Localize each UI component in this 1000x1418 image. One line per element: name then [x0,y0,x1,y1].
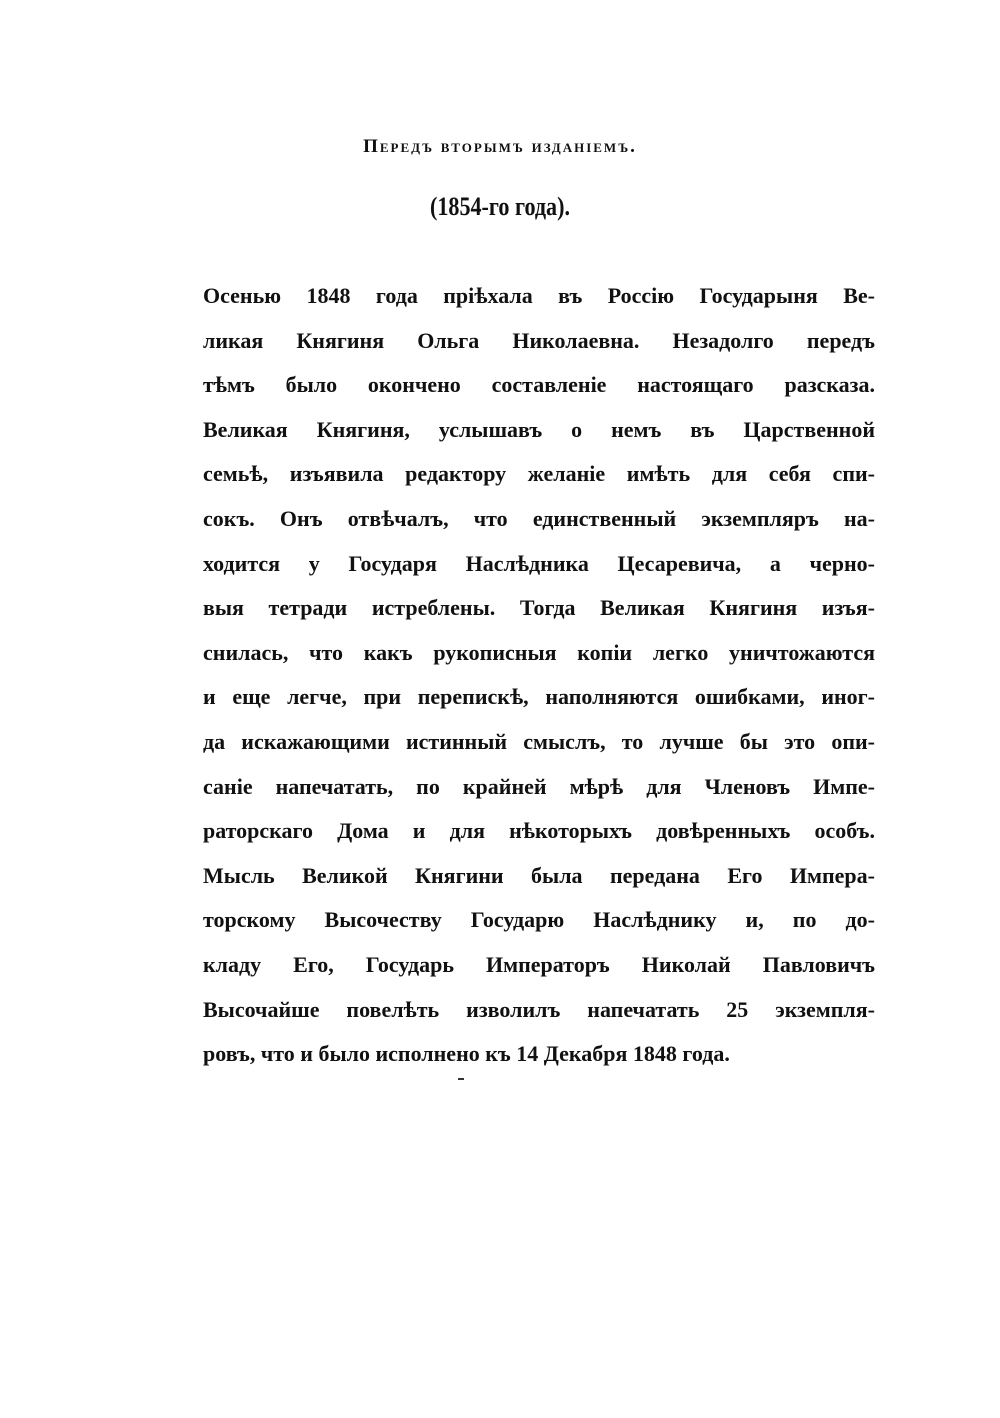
section-heading: Передъ вторымъ изданіемъ. [363,136,637,157]
text-line: семьѣ, изъявила редактору желаніе имѣть для себя спи- [203,461,875,487]
text-line: Великая Княгиня, услышавъ о немъ въ Царственной [203,416,875,442]
text-line: и еще легче, при перепискѣ, наполняются ошибками, иног- [203,684,875,710]
text-line: ровъ, что и было исполнено къ 14 Декабря 1848 года. [203,1041,730,1067]
text-line: сокъ. Онъ отвѣчалъ, что единственный экземпляръ на- [203,505,875,531]
text-line: торскому Высочеству Государю Наслѣднику и, по до- [203,907,875,933]
paragraph [203,274,875,1077]
text-line: да искажающими истинный смыслъ, то лучше бы это опи- [203,728,875,754]
text-line: тѣмъ было окончено составленіе настоящаго разсказа. [203,372,875,398]
text-line: ходится у Государя Наслѣдника Цесаревича, а черно- [203,550,875,576]
text-line: Высочайше повелѣть изволилъ напечатать 25 экземпля- [203,996,875,1022]
text-line: снилась, что какъ рукописныя копіи легко уничтожаются [203,639,875,665]
text-line: Осенью 1848 года пріѣхала въ Россію Государыня Ве- [203,283,875,308]
text-line: саніе напечатать, по крайней мѣрѣ для Членовъ Импе- [203,773,875,799]
text-line: кладу Его, Государь Императоръ Николай Павловичъ [203,951,875,977]
text-line: выя тетради истреблены. Тогда Великая Княгиня изъя- [203,595,875,621]
text-line: Мысль Великой Княгини была передана Его Импера- [203,862,875,888]
text-line: ликая Княгиня Ольга Николаевна. Незадолго передъ [203,327,875,353]
print-mark [458,1078,464,1080]
text-line: раторскаго Дома и для нѣкоторыхъ довѣренныхъ особъ. [203,818,875,844]
section-subheading: (1854-го года). [429,192,570,221]
